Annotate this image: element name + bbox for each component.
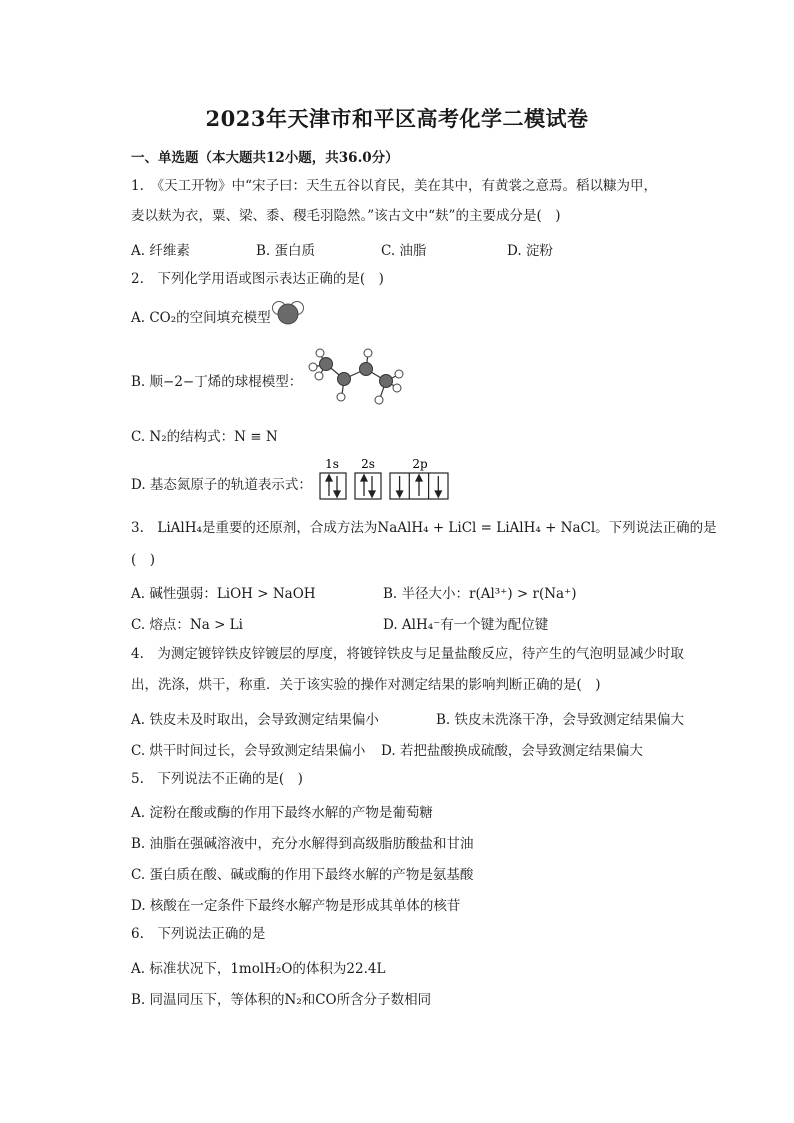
q3-option-a: A. 碱性强弱：LiOH > NaOH [131, 586, 316, 602]
q6-option-b: B. 同温同压下，等体积的N₂和CO所含分子数相同 [131, 992, 432, 1008]
nitrogen-orbital-diagram [318, 456, 454, 502]
q3-option-d: D. AlH₄⁻有一个键为配位键 [383, 617, 549, 633]
q1-stem-line2: 麦以麸为衣，粟、梁、黍、稷毛羽隐然。”该古文中“麸”的主要成分是( ) [131, 208, 561, 224]
co2-space-filling-model-icon [271, 298, 305, 328]
q4-option-d: D. 若把盐酸换成硫酸，会导致测定结果偏大 [381, 743, 643, 759]
orbital-label-2p: 2p [412, 457, 428, 471]
section-heading: 一、单选题（本大题共12小题，共36.0分） [131, 150, 399, 166]
q3-option-b: B. 半径大小：r(Al³⁺) > r(Na⁺) [383, 586, 577, 602]
q5-stem: 5. 下列说法不正确的是( ) [131, 771, 303, 787]
q6-stem: 6. 下列说法正确的是 [131, 926, 266, 942]
q5-option-a: A. 淀粉在酸或酶的作用下最终水解的产物是葡萄糖 [131, 805, 433, 821]
q2-option-a: A. CO₂的空间填充模型 [131, 310, 271, 326]
q1-option-b: B. 蛋白质 [256, 243, 316, 259]
cis-2-butene-ball-stick-model-icon [306, 345, 406, 407]
q5-option-c: C. 蛋白质在酸、碱或酶的作用下最终水解的产物是氨基酸 [131, 867, 474, 883]
q4-stem-line2: 出，洗涤，烘干，称重．关于该实验的操作对测定结果的影响判断正确的是( ) [131, 677, 601, 693]
q6-option-a: A. 标准状况下，1molH₂O的体积为22.4L [131, 961, 386, 977]
q5-option-b: B. 油脂在强碱溶液中，充分水解得到高级脂肪酸盐和甘油 [131, 836, 474, 852]
orbital-label-1s: 1s [325, 457, 339, 471]
q4-stem-line1: 4. 为测定镀锌铁皮锌镀层的厚度，将镀锌铁皮与足量盐酸反应，待产生的气泡明显减少时取 [131, 646, 684, 662]
q2-stem: 2. 下列化学用语或图示表达正确的是( ) [131, 271, 384, 287]
q2-option-c: C. N₂的结构式：N ≡ N [131, 429, 278, 445]
q3-stem-line1: 3. LiAlH₄是重要的还原剂，合成方法为NaAlH₄ + LiCl = LiAlH₄ + NaCl。下列说法正确的是 [131, 520, 717, 536]
q3-stem-line2: ( ) [131, 552, 156, 568]
q2-option-b: B. 顺−2−丁烯的球棍模型： [131, 374, 303, 390]
q1-option-a: A. 纤维素 [131, 243, 190, 259]
q3-option-c: C. 熔点：Na > Li [131, 617, 243, 633]
q4-option-c: C. 烘干时间过长，会导致测定结果偏小 [131, 743, 366, 759]
q1-option-c: C. 油脂 [381, 243, 427, 259]
q1-stem-line1: 1. 《天工开物》中“宋子曰：天生五谷以育民，美在其中，有黄裳之意焉。稻以糠为甲， [131, 178, 658, 194]
page-title: 2023年天津市和平区高考化学二模试卷 [205, 106, 589, 131]
q2-option-d: D. 基态氮原子的轨道表示式： [131, 477, 312, 493]
q4-option-b: B. 铁皮未洗涤干净，会导致测定结果偏大 [436, 712, 685, 728]
orbital-label-2s: 2s [361, 457, 375, 471]
q4-option-a: A. 铁皮未及时取出，会导致测定结果偏小 [131, 712, 379, 728]
q1-option-d: D. 淀粉 [507, 243, 553, 259]
q5-option-d: D. 核酸在一定条件下最终水解产物是形成其单体的核苷 [131, 898, 461, 914]
